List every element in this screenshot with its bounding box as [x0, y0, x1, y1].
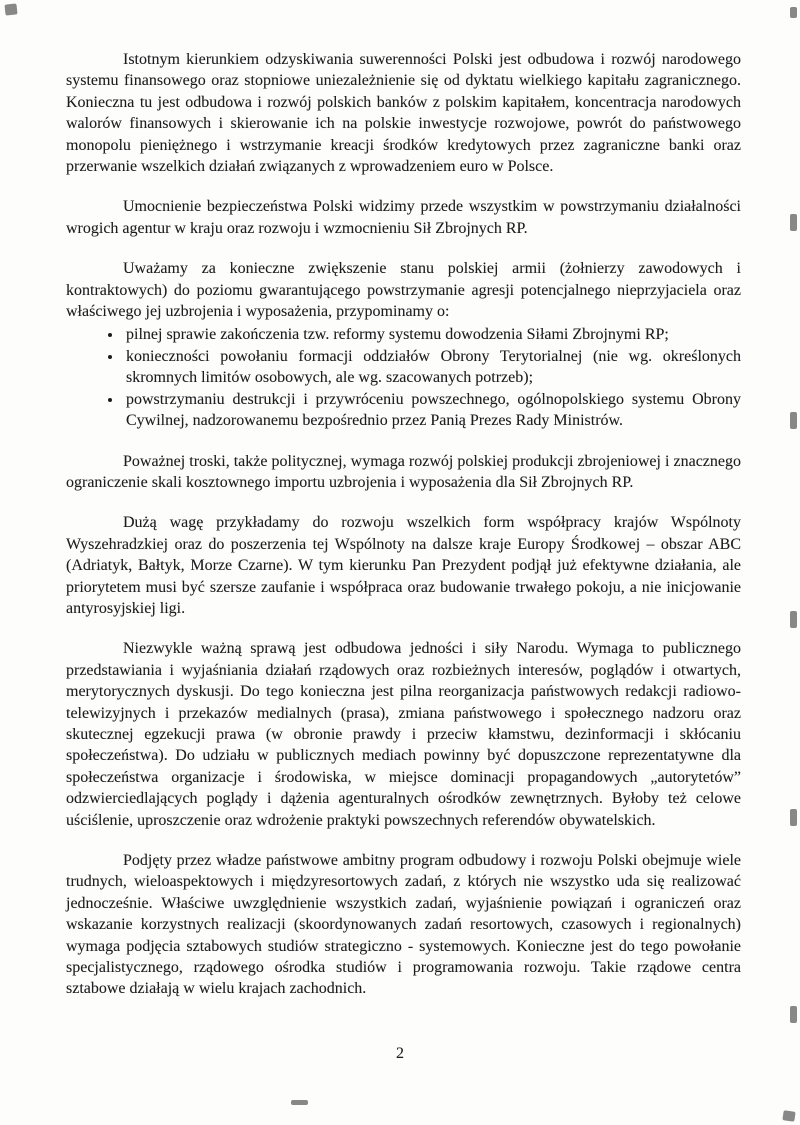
list-item-territorial-defense: • konieczności powołaniu formacji oddziałów Obrony Terytorialnej (nie wg. określonych skromnych limitów osobowych, ale wg. szacowanych potrzeb); [123, 346, 741, 389]
scan-artifact-right-edge [790, 7, 797, 18]
document-body [66, 49, 741, 1019]
scan-artifact-right-edge [790, 412, 797, 429]
paragraph-finance-sovereignty: Istotnym kierunkiem odzyskiwania suwerenności Polski jest odbudowa i rozwój narodowego systemu finansowego oraz stopniowe uniezależnienie się od dyktatu wielkiego kapitału zagranicznego. Konieczna tu jest odbudowa i rozwój polskich banków z polskim kapitałem, koncentracja narodowych walorów finansowych i skierowanie ich na polskie inwestycje rozwojowe, powrót do państwowego monopolu pieniężnego i wstrzymanie kreacji środków kredytowych przez zagraniczne banki oraz przerwanie wszelkich działań związanych z wprowadzeniem euro w Polsce. [66, 51, 741, 176]
scan-artifact-right-edge [790, 809, 797, 826]
bullet-list [66, 324, 741, 431]
page-number: 2 [396, 1045, 404, 1062]
paragraph-army-intro: Uważamy za konieczne zwiększenie stanu polskiej armii (żołnierzy zawodowych i kontraktowych) do poziomu gwarantującego powstrzymanie agresji potencjalnego nieprzyjaciela oraz właściwego jej uzbrojenia i wyposażenia, przypominamy o: [66, 260, 741, 321]
scan-artifact-top-left [4, 3, 17, 15]
scan-artifact-right-edge [790, 1006, 797, 1023]
list-item-civil-defense: • powstrzymaniu destrukcji i przywróceniu powszechnego, ogólnopolskiego systemu Obrony Cywilnej, nadzorowanemu bezpośrednio przez Panią Prezes Rady Ministrów. [123, 389, 741, 432]
paragraph-security: Umocnienie bezpieczeństwa Polski widzimy przede wszystkim w powstrzymaniu działalności wrogich agentur w kraju oraz rozwoju i wzmocnieniu Sił Zbrojnych RP. [66, 198, 741, 237]
paragraph-defense-industry: Poważnej troski, także politycznej, wymaga rozwój polskiej produkcji zbrojeniowej i znacznego ograniczenie skali kosztownego importu uzbrojenia i wyposażenia dla Sił Zbrojnych RP. [66, 452, 741, 491]
scan-artifact-right-edge [790, 214, 797, 231]
paragraph-state-program: Podjęty przez władze państwowe ambitny program odbudowy i rozwoju Polski obejmuje wiele trudnych, wieloaspektowych i międzyresortowych zadań, z których nie wszystko uda się realizować jednocześnie. Właściwe uwzględnienie wszystkich zadań, wyjaśnienie powiązań i ograniczeń oraz wskazanie korzystnych realizacji (skoordynowanych zadań resortowych, czasowych i regionalnych) wymaga podjęcia sztabowych studiów strategiczno - systemowych. Konieczne jest do tego powołanie specjalistycznego, rządowego ośrodka studiów i programowania rozwoju. Takie rządowe centra sztabowe działają w wielu krajach zachodnich. [66, 852, 741, 998]
list-item-command-reform: • pilnej sprawie zakończenia tzw. reformy systemu dowodzenia Siłami Zbrojnymi RP; [123, 324, 741, 345]
scan-artifact-right-edge [790, 611, 797, 628]
scan-artifact-bottom-right [782, 1110, 795, 1122]
paragraph-national-unity-media: Niezwykle ważną sprawą jest odbudowa jedności i siły Narodu. Wymaga to publicznego przedstawiania i wyjaśniania działań rządowych oraz rozbieżnych interesów, poglądów i otwartych, merytorycznych dyskusji. Do tego konieczna jest pilna reorganizacja państwowych redakcji radiowo-telewizyjnych i przekazów medialnych (prasa), zmiana państwowego i społecznego nadzoru oraz skutecznej egzekucji prawa (w obronie prawdy i przeciw kłamstwu, dezinformacji i skłócaniu społeczeństwa). Do udziału w publicznych mediach powinny być dopuszczone reprezentatywne dla społeczeństwa organizacje i środowiska, w miejsce dominacji propagandowych „autorytetów” odzwierciedlających poglądy i dążenia agenturalnych ośrodków zewnętrznych. Byłoby też celowe uściślenie, uproszczenie oraz wdrożenie praktyki powszechnych referendów obywatelskich. [66, 640, 741, 829]
scan-artifact-bottom-center [291, 1100, 308, 1105]
paragraph-visegrad: Dużą wagę przykładamy do rozwoju wszelkich form współpracy krajów Wspólnoty Wyszehradzkiej oraz do poszerzenia tej Wspólnoty na dalsze kraje Europy Środkowej – obszar ABC (Adriatyk, Bałtyk, Morze Czarne). W tym kierunku Pan Prezydent podjął już efektywne działania, ale priorytetem musi być szersze zaufanie i współpraca oraz budowanie trwałego pokoju, a nie inicjowanie antyrosyjskiej ligi. [66, 514, 741, 617]
